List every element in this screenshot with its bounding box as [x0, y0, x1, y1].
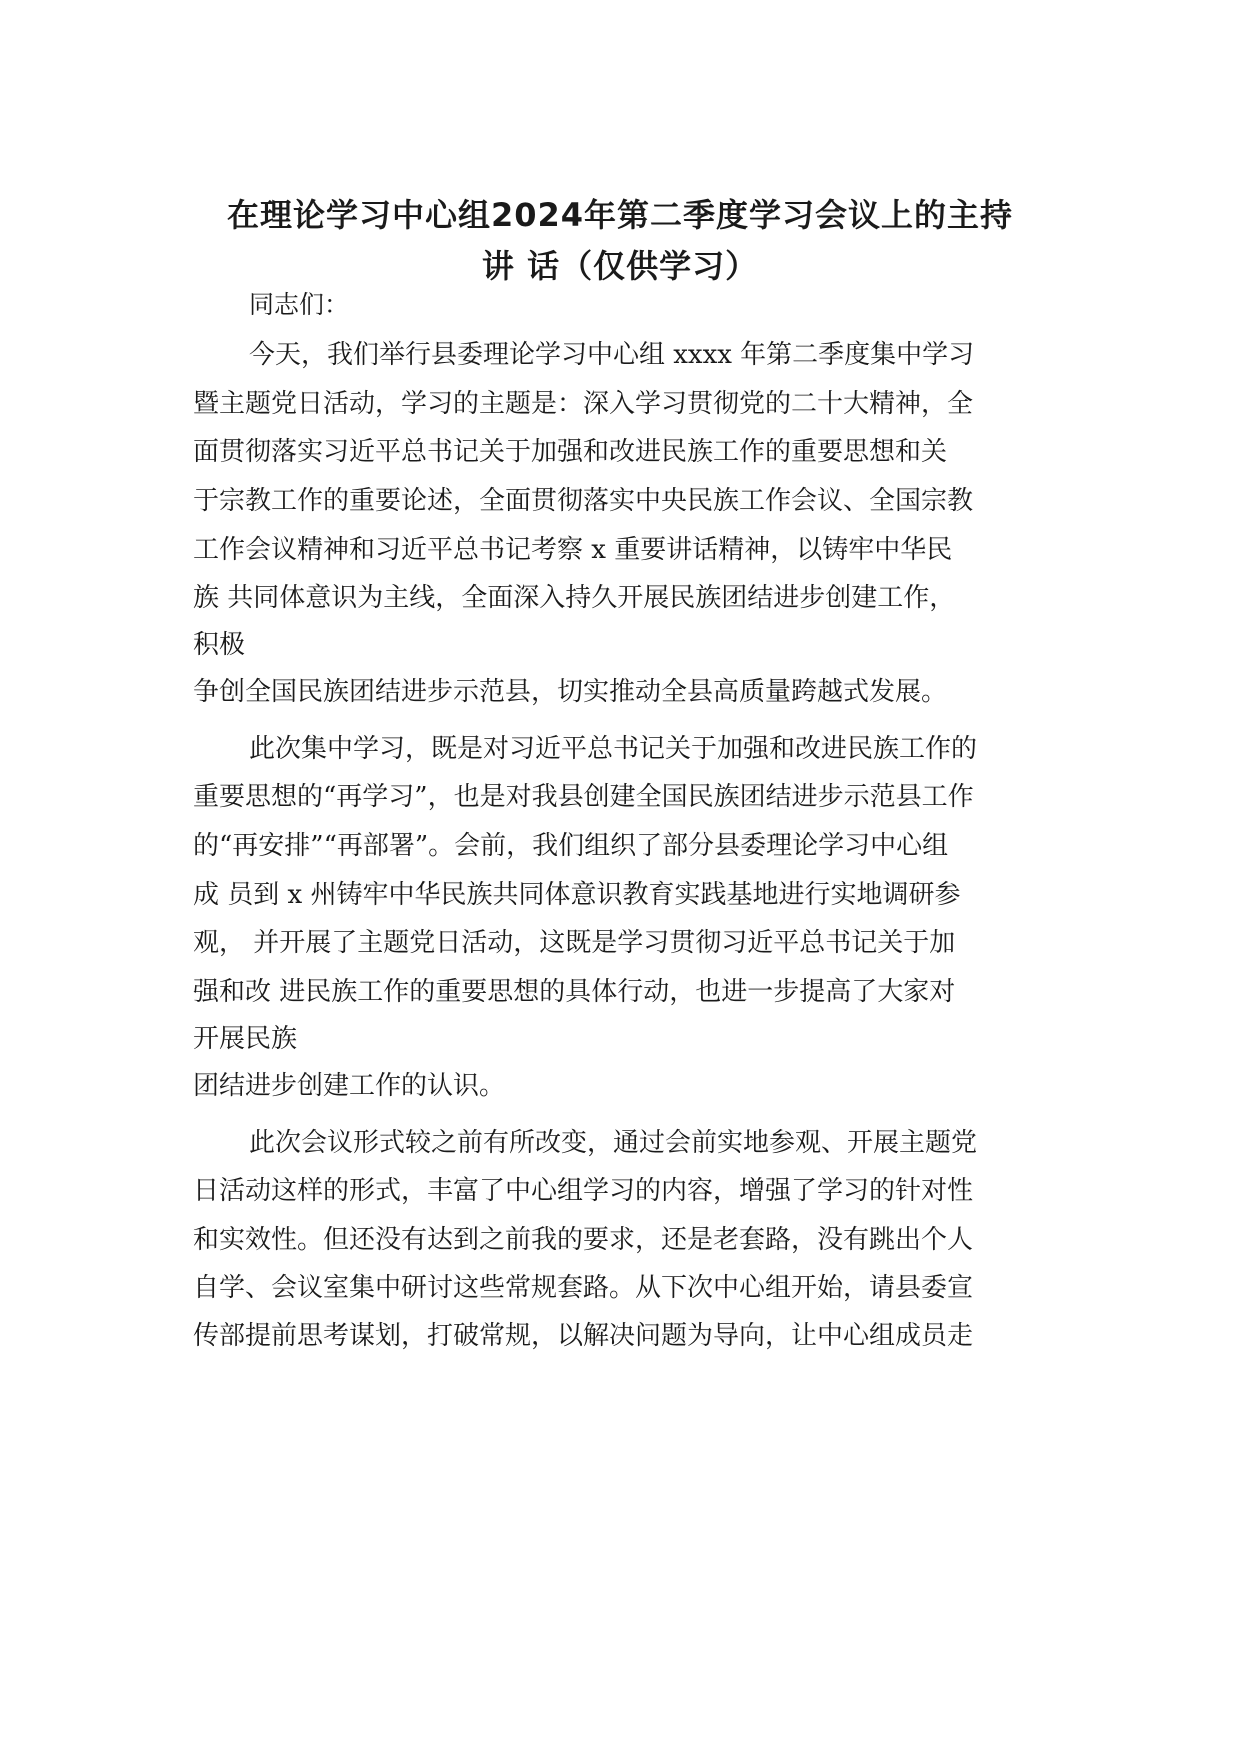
text-line: 团结进步创建工作的认识。: [193, 1071, 506, 1101]
text-line: 暨主题党日活动，学习的主题是：深入学习贯彻党的二十大精神，全: [193, 389, 974, 419]
document-title-line-2: 讲 话（仅供学习）: [481, 247, 759, 285]
text-line: 面贯彻落实习近平总书记关于加强和改进民族工作的重要思想和关: [193, 437, 948, 467]
text-line: 于宗教工作的重要论述，全面贯彻落实中央民族工作会议、全国宗教: [193, 486, 974, 516]
text-line: 开展民族: [193, 1024, 298, 1054]
text-line: 成 员到 x 州铸牢中华民族共同体意识教育实践基地进行实地调研参: [193, 880, 961, 910]
text-line: 重要思想的“再学习”，也是对我县创建全国民族团结进步示范县工作: [193, 782, 974, 812]
text-line: 今天，我们举行县委理论学习中心组 xxxx 年第二季度集中学习: [249, 340, 975, 370]
text-line: 自学、会议室集中研讨这些常规套路。从下次中心组开始，请县委宣: [193, 1273, 974, 1303]
text-line: 观， 并开展了主题党日活动，这既是学习贯彻习近平总书记关于加: [193, 928, 956, 958]
text-line: 此次会议形式较之前有所改变，通过会前实地参观、开展主题党: [249, 1128, 978, 1158]
text-line: 此次集中学习，既是对习近平总书记关于加强和改进民族工作的: [249, 734, 978, 764]
text-line: 和实效性。但还没有达到之前我的要求，还是老套路，没有跳出个人: [193, 1225, 974, 1255]
text-line: 日活动这样的形式，丰富了中心组学习的内容，增强了学习的针对性: [193, 1176, 974, 1206]
greeting: 同志们：: [249, 290, 350, 319]
text-line: 的“再安排”“再部署”。会前，我们组织了部分县委理论学习中心组: [193, 831, 949, 861]
text-line: 传部提前思考谋划，打破常规，以解决问题为导向，让中心组成员走: [193, 1321, 974, 1351]
text-line: 积极: [193, 630, 246, 660]
text-line: 强和改 进民族工作的重要思想的具体行动，也进一步提高了大家对: [193, 977, 956, 1007]
text-line: 族 共同体意识为主线，全面深入持久开展民族团结进步创建工作，: [193, 583, 956, 613]
text-line: 争创全国民族团结进步示范县，切实推动全县高质量跨越式发展。: [193, 677, 948, 707]
text-line: 工作会议精神和习近平总书记考察 x 重要讲话精神，以铸牢中华民: [193, 535, 953, 565]
document-title-line-1: 在理论学习中心组2024年第二季度学习会议上的主持: [226, 196, 1014, 234]
